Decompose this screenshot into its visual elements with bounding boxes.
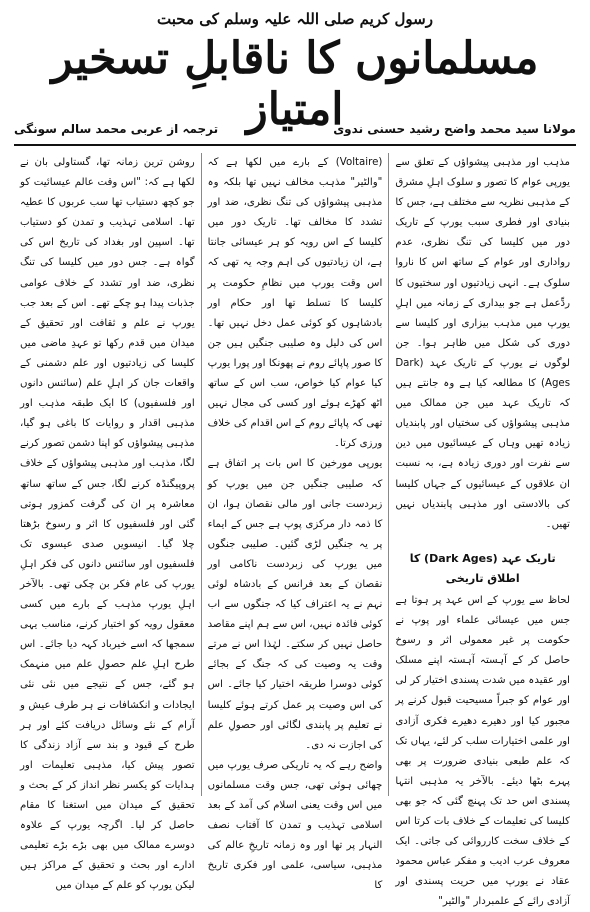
author-name: مولانا سید محمد واضح رشید حسنی ندوی <box>333 122 576 136</box>
column-right <box>389 153 576 908</box>
paragraph: روشن ترین زمانہ تھا، گستاولی بان نے لکھا ہے کہ: "اس وقت عالم عیسائیت کو جو کچھ دستیاب تھا سب عربوں کا عطیہ تھا۔ اسلامی تہذیب و تمدن کو دستیاب تھا۔ اسپین اور بغداد کی تاریخ اس کی گواہ ہے۔ جس دور میں کلیسا کی تنگ نظری، ضد اور تشدد کے خلاف عوامی جذبات پیدا ہو چکے تھے۔ اس کے بعد جب یورپ نے علم و ثقافت اور تحقیق کے میدان میں قدم رکھا تو عہدِ ماضی میں کلیسا کی زیادتیوں اور علم دشمنی کے واقعات جان کر اہلِ علم (سائنس دانوں اور فلسفیوں) کا ایک طبقہ مذہب اور مذہبی اقدار و روایات کا باغی ہو گیا، مذہبی پیشواؤں کو اپنا دشمن تصور کرنے لگا، مذہب اور مذہبی پیشواؤں کے خلاف پروپیگنڈہ کرنے لگا، جس کے ساتھ ساتھ معاشرہ پر ان کی گرفت کمزور ہوتی گئی اور فلسفیوں کا اثر و رسوخ بڑھتا چلا گیا۔ انیسویں صدی عیسوی تک فلسفیوں اور سائنس دانوں کی فکر اہلِ یورپ کی عام فکر بن چکی تھی۔ بالآخر اہلِ یورپ مذہب کے بارے میں کسی معقول رویہ کو اختیار کرنے، مناسب یہی سمجھا کہ اسے خیرباد کہہ دیا جائے۔ اس طرح اہلِ علم حصولِ علم میں منہمک ہو گئے، جس کے نتیجے میں نئی نئی ایجادات و انکشافات نے ہر طرف عیش و آرام کے نئے وسائل دریافت کئے اور ہر طرح کے قیود و بند سے آزاد زندگی کا تصور پیش کیا، مذہبی تعلیمات اور ہدایات کو یکسر نظر انداز کر کے بحث و تحقیق کے میدان میں استغنا کا مقام حاصل کر لیا۔ اگرچہ یورپ کے علاوہ دوسرے ممالک میں بھی بڑے بڑے تعلیمی ادارے اور بحث و تحقیق کے مراکز ہیں لیکن یورپ کو علم کے میدان میں <box>19 157 195 892</box>
article-title: مسلمانوں کا ناقابلِ تسخیر امتیاز <box>51 33 539 135</box>
paragraph: مذہب اور مذہبی پیشواؤں کے تعلق سے یورپی عوام کا تصور و سلوک اہلِ مشرق کے مذہبی نظریہ سے مختلف ہے، جس کا بنیادی اور فطری سبب یورپ کے تاریک دور میں کلیسا کی تنگ نظری، عدم رواداری اور عوام کے ساتھ اس کا ناروا سلوک ہے۔ انہی زیادتیوں اور سختیوں کا ردِّعمل ہے جو بیداری کے زمانہ میں اہلِ یورپ میں مذہب بیزاری اور کلیسا سے دوری کی شکل میں ظاہر ہوا۔ جن لوگوں نے یورپ کے تاریک عہد (Dark Ages) کا مطالعہ کیا ہے وہ جانتے ہیں کہ تاریک عہد میں جن ممالک میں مذہبی پیشواؤں کی سختیاں اور پابندیاں زیادہ تھیں وہاں کے عیسائیوں میں دین سے نفرت اور دوری زیادہ ہے، بہ نسبت ان علاقوں کے عیسائیوں کے جہاں کلیسا کی بالادستی اور مذہبی پابندیاں نہیں تھیں۔ <box>395 157 570 530</box>
column-middle <box>202 153 390 892</box>
header-rule <box>14 144 576 146</box>
translator-name: ترجمہ از عربی محمد سالم سونگی <box>14 122 219 136</box>
byline <box>14 122 576 142</box>
column-left <box>14 153 202 892</box>
spacer <box>395 535 570 545</box>
subheading: تاریک عہد (Dark Ages) کا اطلاق تاریخی <box>409 551 556 585</box>
paragraph: یورپی مورخین کا اس بات پر اتفاق ہے کہ صلیبی جنگیں جن میں یورپ کو زبردست جانی اور مالی نقصان ہوا، ان کا ذمہ دار مرکزی پوپ ہے جس کے ایماء پر یہ جنگیں لڑی گئیں۔ صلیبی جنگوں میں یورپ کی زبردست ناکامی اور نقصان کے بعد فرانس کے بادشاہ لوئی نہم نے یہ اعتراف کیا کہ جنگوں سے اب کوئی فائدہ نہیں، اس سے ہم اپنے مقاصد حاصل نہیں کر سکتے۔ لہٰذا اس نے مرتے وقت یہ وصیت کی کہ جنگ کے بجائے کوئی دوسرا طریقہ اختیار کیا جائے۔ اس کی اس وصیت پر عمل کرتے ہوئے کلیسا نے تعلیم پر پابندی لگائی اور حصولِ علم کی اجازت نہ دی۔ <box>207 458 383 751</box>
paragraph: واضح رہے کہ یہ تاریکی صرف یورپ میں چھائی ہوئی تھی، جس وقت مسلمانوں میں اس وقت یعنی اسلام کی آمد کے بعد اسلامی تہذیب و تمدن کا آفتاب نصف النہار پر تھا اور وہ زمانہ تاریخِ عالم کی مذہبی، سیاسی، علمی اور فکری تاریخ کا <box>207 759 383 892</box>
article-columns <box>14 153 576 908</box>
paragraph: لحاظ سے یورپ کے اس عہد پر ہوتا ہے جس میں عیسائی علماء اور پوپ نے حکومت پر غیر معمولی اثر و رسوخ حاصل کر کے آہستہ آہستہ اپنے مسلک اور عقیدہ میں شدت پسندی اختیار کر لی اور عوام کو جبراً مسیحیت قبول کرنے پر مجبور کیا اور دھیرے دھیرے فکری آزادی اور علمی اختیارات سلب کر لئے، یہاں تک کہ علم طبعی بنیادی ضرورت پر بھی پہرے بٹھا دیئے۔ بالآخر یہ مذہبی انتہا پسندی اس حد تک پہنچ گئی کہ جو بھی کلیسا کی تعلیمات کے خلاف بات کرتا اس کے خلاف سخت کارروائی کی جاتی۔ ایک معروف عرب ادیب و مفکر عباس محمود عقاد نے یورپ میں حریت پسندی اور آزادی رائے کے علمبردار "والٹیر" <box>395 594 570 908</box>
kicker-heading: رسول کریم صلی اللہ علیہ وسلم کی محبت <box>157 10 433 28</box>
paragraph: (Voltaire) کے بارے میں لکھا ہے کہ "والٹیر" مذہب مخالف نہیں تھا بلکہ وہ مذہبی پیشواؤں کی تنگ نظری، ضد اور تشدد کا مخالف تھا۔ تاریک دور میں کلیسا کے اس رویہ کو ہر عیسائی جانتا ہے، ان زیادتیوں کی اہم وجہ یہ تھی کہ اس وقت یورپ میں نظامِ حکومت پر کلیسا کا تسلط تھا اور حکام اور بادشاہوں کو کوئی عمل دخل نہیں تھا۔ اس کی دلیل وہ صلیبی جنگیں ہیں جن کا صور پاپائے روم نے پھونکا اور پورا یورپ کیا عوام کیا خواص، سب اس کے ساتھ اٹھ کھڑے ہوئے اور کسی کی مجال نہیں تھی کہ پاپائے روم کے اس اقدام کی خلاف ورزی کرتا۔ <box>207 157 383 450</box>
